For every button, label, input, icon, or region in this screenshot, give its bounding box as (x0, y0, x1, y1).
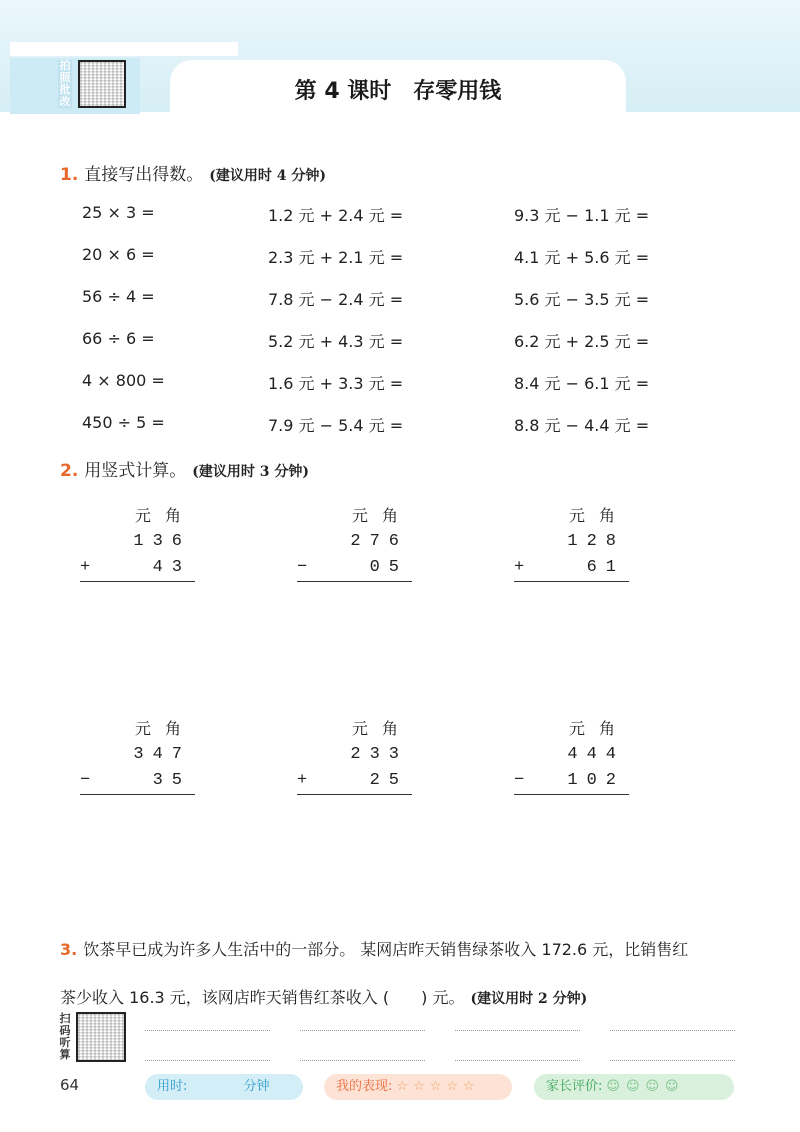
calc-item: 1.6 元 + 3.3 元 = (268, 374, 404, 393)
top-operand: 136 (133, 532, 191, 551)
answer-line[interactable] (145, 1030, 270, 1031)
unit-header: 元角 (351, 506, 412, 525)
calc-item: 8.8 元 − 4.4 元 = (514, 416, 650, 435)
header-tab-strip (10, 42, 238, 56)
question-text: 用竖式计算。 (84, 461, 187, 481)
parent-review-label: 家长评价: (546, 1079, 603, 1094)
scan-listen-label: 扫码听算 (59, 1012, 71, 1061)
question-number: 2. (60, 461, 79, 481)
performance-label: 我的表现: (336, 1079, 393, 1094)
calc-item: 2.3 元 + 2.1 元 = (268, 248, 404, 267)
answer-line[interactable] (300, 1060, 425, 1061)
top-operand: 233 (350, 745, 408, 764)
bottom-operand: 102 (567, 771, 625, 790)
time-hint: (建议用时 4 分钟) (209, 168, 327, 184)
calc-item: 5.2 元 + 4.3 元 = (268, 332, 404, 351)
time-hint: (建议用时 3 分钟) (192, 464, 310, 480)
top-operand: 444 (567, 745, 625, 764)
answer-line[interactable] (610, 1030, 735, 1031)
vertical-calc-5 (297, 716, 412, 795)
star-rating-icon[interactable]: ☆☆☆☆☆ (396, 1079, 480, 1094)
vertical-calc-1 (80, 503, 195, 582)
unit-header: 元角 (134, 506, 195, 525)
bottom-operand: 35 (152, 771, 191, 790)
operator: + (297, 771, 317, 790)
calc-item: 7.8 元 − 2.4 元 = (268, 290, 404, 309)
calc-item: 66 ÷ 6 = (82, 329, 155, 348)
top-operand: 276 (350, 532, 408, 551)
calc-item: 4 × 800 = (82, 371, 165, 390)
answer-line[interactable] (455, 1060, 580, 1061)
answer-line[interactable] (455, 1030, 580, 1031)
calc-item: 5.6 元 − 3.5 元 = (514, 290, 650, 309)
answer-line[interactable] (145, 1060, 270, 1061)
time-used-pill[interactable] (145, 1074, 303, 1100)
calc-item: 8.4 元 − 6.1 元 = (514, 374, 650, 393)
qr-code-icon[interactable] (76, 1012, 126, 1062)
unit-header: 元角 (568, 506, 629, 525)
unit-header: 元角 (134, 719, 195, 738)
top-operand: 128 (567, 532, 625, 551)
lesson-title: 第 4 课时 存零用钱 (294, 79, 502, 104)
calc-item: 4.1 元 + 5.6 元 = (514, 248, 650, 267)
calc-item: 20 × 6 = (82, 245, 155, 264)
question-text: 直接写出得数。 (84, 165, 204, 185)
calc-item: 56 ÷ 4 = (82, 287, 155, 306)
answer-line[interactable] (610, 1060, 735, 1061)
question-2-heading (60, 456, 309, 481)
vertical-calc-3 (514, 503, 629, 582)
operator: + (514, 558, 534, 577)
performance-pill[interactable] (324, 1074, 512, 1100)
bottom-operand: 25 (369, 771, 408, 790)
calc-item: 7.9 元 − 5.4 元 = (268, 416, 404, 435)
time-hint: (建议用时 2 分钟) (470, 991, 588, 1007)
unit-header: 元角 (568, 719, 629, 738)
scan-marking-label: 拍照批改 (59, 59, 71, 108)
question-number: 1. (60, 165, 79, 185)
top-operand: 347 (133, 745, 191, 764)
calc-item: 450 ÷ 5 = (82, 413, 165, 432)
calc-item: 9.3 元 − 1.1 元 = (514, 206, 650, 225)
bottom-operand: 05 (369, 558, 408, 577)
operator: + (80, 558, 100, 577)
question-3 (60, 926, 760, 1023)
vertical-calc-6 (514, 716, 629, 795)
question-1-heading (60, 160, 326, 185)
vertical-calc-2 (297, 503, 412, 582)
question-text: 茶少收入 16.3 元，该网店昨天销售红茶收入 ( ) 元。 (60, 988, 465, 1007)
question-text: 饮茶早已成为许多人生活中的一部分。 某网店昨天销售绿茶收入 172.6 元，比销售红 (83, 940, 689, 959)
calc-item: 25 × 3 = (82, 203, 155, 222)
operator: − (514, 771, 534, 790)
time-label: 用时: (157, 1079, 188, 1094)
question-number: 3. (60, 940, 78, 959)
operator: − (297, 558, 317, 577)
bottom-operand: 61 (586, 558, 625, 577)
smiley-face-icon[interactable]: ☺☺☺☺ (606, 1079, 685, 1094)
page-number: 64 (60, 1076, 80, 1094)
bottom-operand: 43 (152, 558, 191, 577)
unit-header: 元角 (351, 719, 412, 738)
question-3-line-1 (60, 926, 760, 974)
qr-code-icon[interactable] (78, 60, 126, 108)
calc-item: 6.2 元 + 2.5 元 = (514, 332, 650, 351)
answer-line[interactable] (300, 1030, 425, 1031)
operator: − (80, 771, 100, 790)
parent-review-pill[interactable] (534, 1074, 734, 1100)
vertical-calc-4 (80, 716, 195, 795)
time-unit: 分钟 (243, 1079, 270, 1094)
calc-item: 1.2 元 + 2.4 元 = (268, 206, 404, 225)
question-3-line-2 (60, 974, 760, 1023)
